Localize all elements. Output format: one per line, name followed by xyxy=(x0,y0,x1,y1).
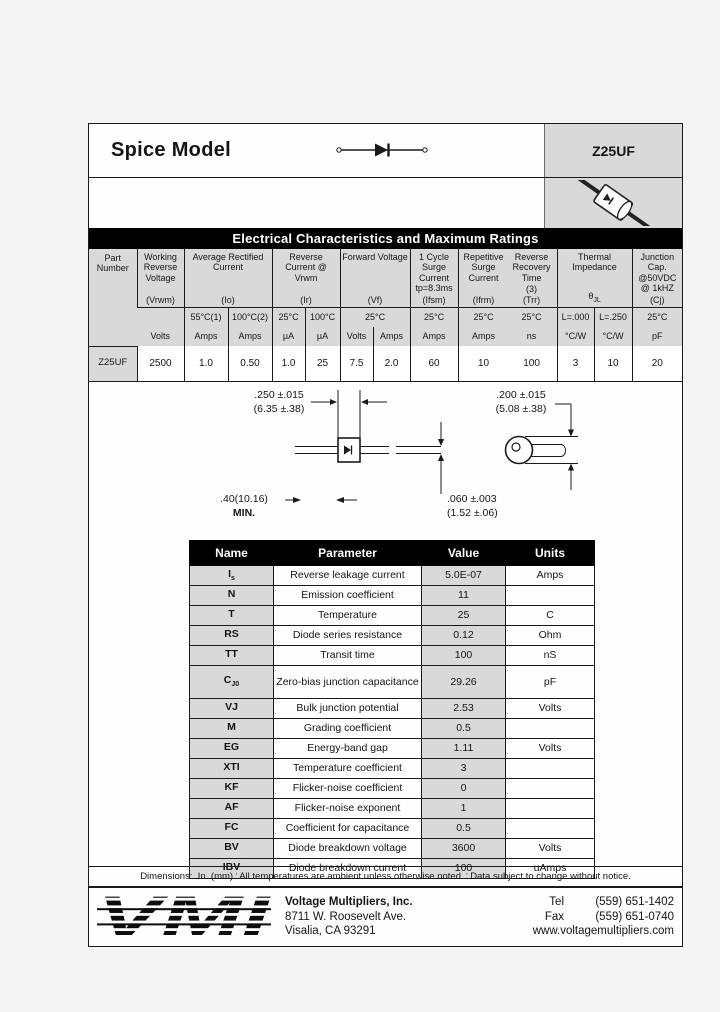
col-header-thermal: Thermal Impedance $\theta_{JL}$ xyxy=(557,249,632,308)
param-row-fc: FC Coefficient for capacitance 0.5 xyxy=(190,818,595,838)
value-ifrm-trr: 10 100 xyxy=(458,346,557,381)
ratings-banner: Electrical Characteristics and Maximum Ratings xyxy=(89,228,682,249)
param-row-bv: BV Diode breakdown voltage 3600 Volts xyxy=(190,838,595,858)
footnote: Dimensions: In. (mm) ' All temperatures are ambient unless otherwise noted. ' Data subject to change without notice. xyxy=(89,866,682,888)
value-vf-v: 7.5 xyxy=(340,346,373,381)
cond-ifrm-trr: 25°C 25°C xyxy=(458,308,557,328)
ratings-data-row xyxy=(89,346,682,381)
cond-ir-25: 25°C xyxy=(272,308,305,328)
params-header-row xyxy=(190,540,595,565)
fax-label: Fax xyxy=(544,910,564,923)
unit-vf-v: Volts xyxy=(340,327,373,346)
param-row-ibv: IBV Diode breakdown current 100 uAmps xyxy=(190,858,595,878)
cond-ifsm: 25°C xyxy=(410,308,458,328)
header-left xyxy=(89,124,544,177)
value-vrwm: 2500 xyxy=(137,346,184,381)
svg-text:VMI: VMI xyxy=(97,893,272,941)
params-header-name: Name xyxy=(190,540,274,565)
ratings-table xyxy=(89,249,682,382)
col-header-cj: Junction Cap. @50VDC @ 1kHZ (Cj) xyxy=(632,249,682,308)
cond-theta-l000: L=.000 xyxy=(557,308,594,328)
dim-body-length-in: .250 ±.015 xyxy=(254,388,304,401)
value-theta-l250: 10 xyxy=(594,346,632,381)
cond-ir-100: 100°C xyxy=(305,308,340,328)
company-block xyxy=(285,895,413,940)
param-row-xti: XTI Temperature coefficient 3 xyxy=(190,758,595,778)
cond-io-55: 55°C(1) xyxy=(184,308,228,328)
param-row-rs: RS Diode series resistance 0.12 Ohm xyxy=(190,625,595,645)
dim-body-dia-in: .200 ±.015 xyxy=(496,388,546,401)
image-band-spacer xyxy=(89,178,544,228)
dim-lead-dia-mm: (1.52 ±.06) xyxy=(447,506,498,519)
diode-schematic-icon xyxy=(334,140,430,160)
param-row-cj0: $C_{J0}$ Zero-bias junction capacitance 29.26 pF xyxy=(190,665,595,698)
dim-lead-length-in: .40(10.16) xyxy=(220,492,268,505)
param-row-is: $I_s$ Reverse leakage current 5.0E-07 Amps xyxy=(190,565,595,585)
package-image-box xyxy=(544,178,682,228)
param-row-eg: EG Energy-band gap 1.11 Volts xyxy=(190,738,595,758)
cond-theta-l250: L=.250 xyxy=(594,308,632,328)
ratings-units-row xyxy=(89,327,682,346)
param-row-af: AF Flicker-noise exponent 1 xyxy=(190,798,595,818)
unit-io-100: Amps xyxy=(228,327,272,346)
tel-row xyxy=(504,895,674,910)
param-row-kf: KF Flicker-noise coefficient 0 xyxy=(190,778,595,798)
unit-io-55: Amps xyxy=(184,327,228,346)
diode-package-image xyxy=(554,180,674,226)
col-header-ir: Reverse Current @ Vrwm (Ir) xyxy=(272,249,340,308)
company-address-1: 8711 W. Roosevelt Ave. xyxy=(285,910,407,923)
header-band xyxy=(89,124,682,178)
param-row-m: M Grading coefficient 0.5 xyxy=(190,718,595,738)
param-row-vj: VJ Bulk junction potential 2.53 Volts xyxy=(190,698,595,718)
dim-body-length-mm: (6.35 ±.38) xyxy=(253,402,305,415)
company-name: Voltage Multipliers, Inc. xyxy=(285,895,413,908)
page-title: Spice Model xyxy=(111,139,231,161)
params-header-units: Units xyxy=(506,540,595,565)
param-row-n: N Emission coefficient 11 xyxy=(190,585,595,605)
value-ir-100: 25 xyxy=(305,346,340,381)
part-number-badge: Z25UF xyxy=(544,124,682,177)
spice-params-table xyxy=(189,540,595,879)
col-header-vrwm: Working Reverse Voltage (Vrwm) xyxy=(137,249,184,308)
footer xyxy=(89,888,682,946)
tel-number: (559) 651-1402 xyxy=(595,895,674,908)
value-cj: 20 xyxy=(632,346,682,381)
value-io-55: 1.0 xyxy=(184,346,228,381)
tel-label: Tel xyxy=(549,895,564,908)
value-ir-25: 1.0 xyxy=(272,346,305,381)
dim-body-dia-mm: (5.08 ±.38) xyxy=(495,402,547,415)
value-vf-a: 2.0 xyxy=(373,346,410,381)
col-header-ifrm-trr: Repetitive Surge Current (Ifrm) Reverse Recovery Time (3) (Trr) xyxy=(458,249,557,308)
unit-ir-100: µA xyxy=(305,327,340,346)
datasheet-page xyxy=(88,123,683,947)
mechanical-drawing xyxy=(89,382,682,534)
unit-ifrm-trr: Amps ns xyxy=(458,327,557,346)
unit-theta-l250: °C/W xyxy=(594,327,632,346)
value-io-100: 0.50 xyxy=(228,346,272,381)
param-row-t: T Temperature 25 C xyxy=(190,605,595,625)
vmi-logo xyxy=(95,893,273,941)
website: www.voltagemultipliers.com xyxy=(532,925,674,938)
unit-cj: pF xyxy=(632,327,682,346)
cond-io-100: 100°C(2) xyxy=(228,308,272,328)
param-row-tt: TT Transit time 100 nS xyxy=(190,645,595,665)
params-header-value: Value xyxy=(422,540,506,565)
value-ifsm: 60 xyxy=(410,346,458,381)
value-part-number: Z25UF xyxy=(89,346,137,381)
cond-vrwm xyxy=(137,308,184,328)
image-band xyxy=(89,178,682,228)
value-theta-l000: 3 xyxy=(557,346,594,381)
col-header-io: Average Rectified Current (Io) xyxy=(184,249,272,308)
ratings-conditions-row xyxy=(89,308,682,328)
fax-number: (559) 651-0740 xyxy=(595,910,674,923)
fax-row xyxy=(504,910,674,925)
unit-ir-25: µA xyxy=(272,327,305,346)
dim-lead-length-note: MIN. xyxy=(232,506,256,519)
contact-block xyxy=(504,895,674,940)
dim-lead-dia-in: .060 ±.003 xyxy=(447,492,497,505)
unit-vrwm: Volts xyxy=(137,327,184,346)
params-header-parameter: Parameter xyxy=(274,540,422,565)
col-header-part: Part Number xyxy=(89,249,137,346)
cond-cj: 25°C xyxy=(632,308,682,328)
unit-vf-a: Amps xyxy=(373,327,410,346)
col-header-vf: Forward Voltage (Vf) xyxy=(340,249,410,308)
col-header-ifsm: 1 Cycle Surge Current tp=8.3ms (Ifsm) xyxy=(410,249,458,308)
company-address-2: Visalia, CA 93291 xyxy=(285,925,376,938)
unit-theta-l000: °C/W xyxy=(557,327,594,346)
ratings-header-row xyxy=(89,249,682,308)
cond-vf: 25°C xyxy=(340,308,410,328)
unit-ifsm: Amps xyxy=(410,327,458,346)
